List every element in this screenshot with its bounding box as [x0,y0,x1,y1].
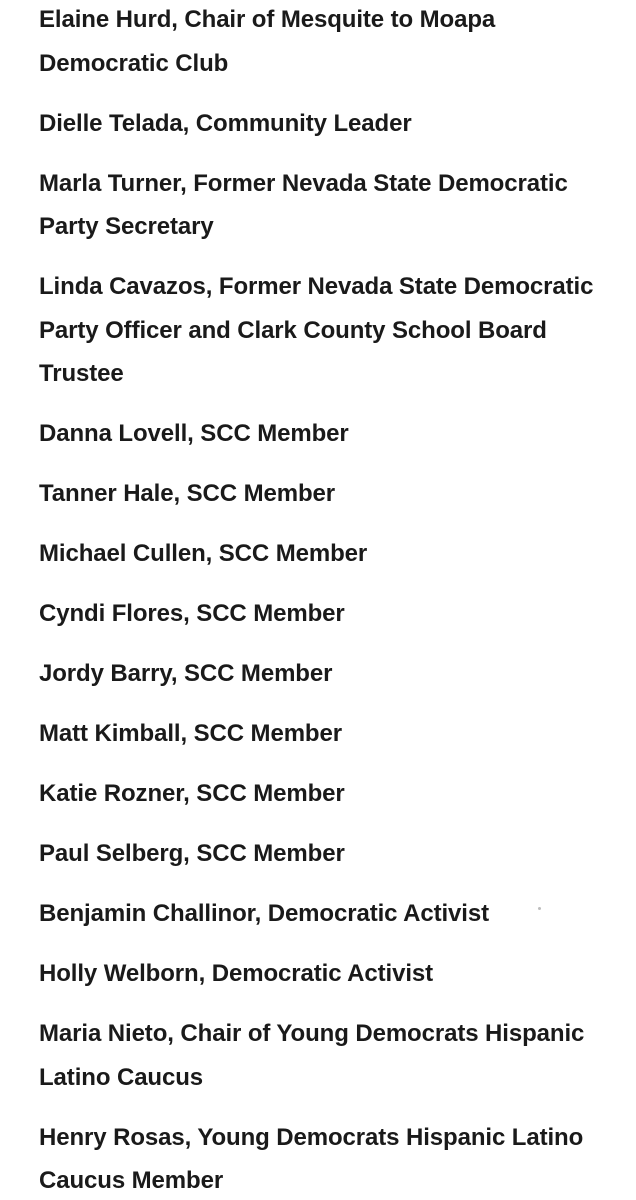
list-item: Maria Nieto, Chair of Young Democrats Hispanic Latino Caucus [39,1020,585,1091]
list-item: Benjamin Challinor, Democratic Activist [39,900,490,927]
speck-mark [538,907,541,910]
list-item: Jordy Barry, SCC Member [39,660,333,687]
list-item: Dielle Telada, Community Leader [39,109,412,137]
list-item: Michael Cullen, SCC Member [39,540,368,567]
list-item: Katie Rozner, SCC Member [39,780,345,807]
list-item: Elaine Hurd, Chair of Mesquite to Moapa Democratic Club [39,6,496,77]
list-item: Holly Welborn, Democratic Activist [39,960,434,987]
list-item: Tanner Hale, SCC Member [39,480,336,507]
list-item: Marla Turner, Former Nevada State Democratic Party Secretary [39,169,568,240]
list-item: Matt Kimball, SCC Member [39,720,342,747]
list-item: Linda Cavazos, Former Nevada State Democratic Party Officer and Clark County School Board Trustee [39,273,594,387]
list-item: Henry Rosas, Young Democrats Hispanic Latino Caucus Member [39,1123,584,1194]
endorsement-list [39,0,609,1200]
list-item: Cyndi Flores, SCC Member [39,600,345,627]
list-item: Danna Lovell, SCC Member [39,420,349,447]
list-item: Paul Selberg, SCC Member [39,840,345,867]
